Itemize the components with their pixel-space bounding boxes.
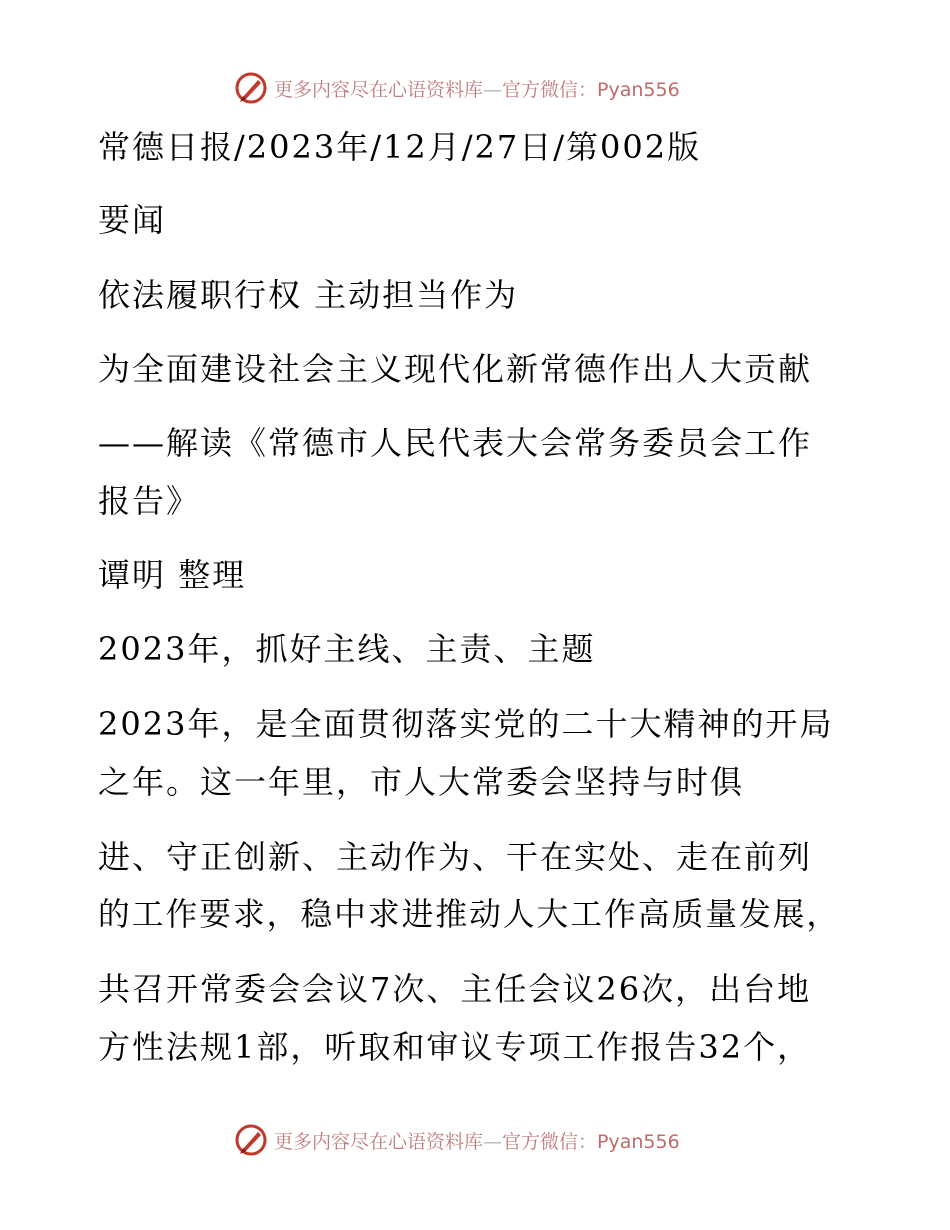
doc-source-line: 常德日报/2023年/12月/27日/第002版 xyxy=(98,128,702,166)
doc-headline: 依法履职行权 主动担当作为 xyxy=(98,276,519,314)
doc-paragraph-line: 共召开常委会会议7次、主任会议26次，出台地 xyxy=(98,970,812,1008)
watermark-header xyxy=(234,70,714,106)
watermark-main: 更多内容尽在心语资料库 xyxy=(274,78,484,101)
watermark-id: Pyan556 xyxy=(597,1130,680,1153)
red-pen-logo-icon xyxy=(234,1123,268,1157)
watermark-footer xyxy=(234,1122,714,1158)
watermark-separator: — xyxy=(483,78,503,101)
doc-subheading: 2023年，抓好主线、主责、主题 xyxy=(98,630,596,668)
watermark-id: Pyan556 xyxy=(597,78,680,101)
doc-paragraph-line: 方性法规1部，听取和审议专项工作报告32个， xyxy=(98,1028,812,1066)
doc-paragraph-line: 的工作要求，稳中求进推动人大工作高质量发展， xyxy=(98,897,841,933)
doc-byline: 谭明 整理 xyxy=(98,556,247,594)
doc-subtitle: ——解读《常德市人民代表大会常务委员会工作 xyxy=(98,424,813,462)
watermark-official: 官方微信： xyxy=(502,1130,598,1153)
doc-subtitle-cont: 报告》 xyxy=(98,482,201,520)
doc-paragraph-line: 2023年，是全面贯彻落实党的二十大精神的开局 xyxy=(98,705,834,743)
doc-paragraph-line: 之年。这一年里，市人大常委会坚持与时俱 xyxy=(98,763,745,801)
watermark-official: 官方微信： xyxy=(502,78,598,101)
doc-paragraph-line: 进、守正创新、主动作为、干在实处、走在前列 xyxy=(98,838,813,876)
watermark-text xyxy=(274,75,680,102)
doc-section: 要闻 xyxy=(98,201,167,239)
watermark-text xyxy=(274,1127,680,1154)
doc-headline-2: 为全面建设社会主义现代化新常德作出人大贡献 xyxy=(98,350,813,388)
watermark-main: 更多内容尽在心语资料库 xyxy=(274,1130,484,1153)
watermark-separator: — xyxy=(483,1130,503,1153)
red-pen-logo-icon xyxy=(234,71,268,105)
